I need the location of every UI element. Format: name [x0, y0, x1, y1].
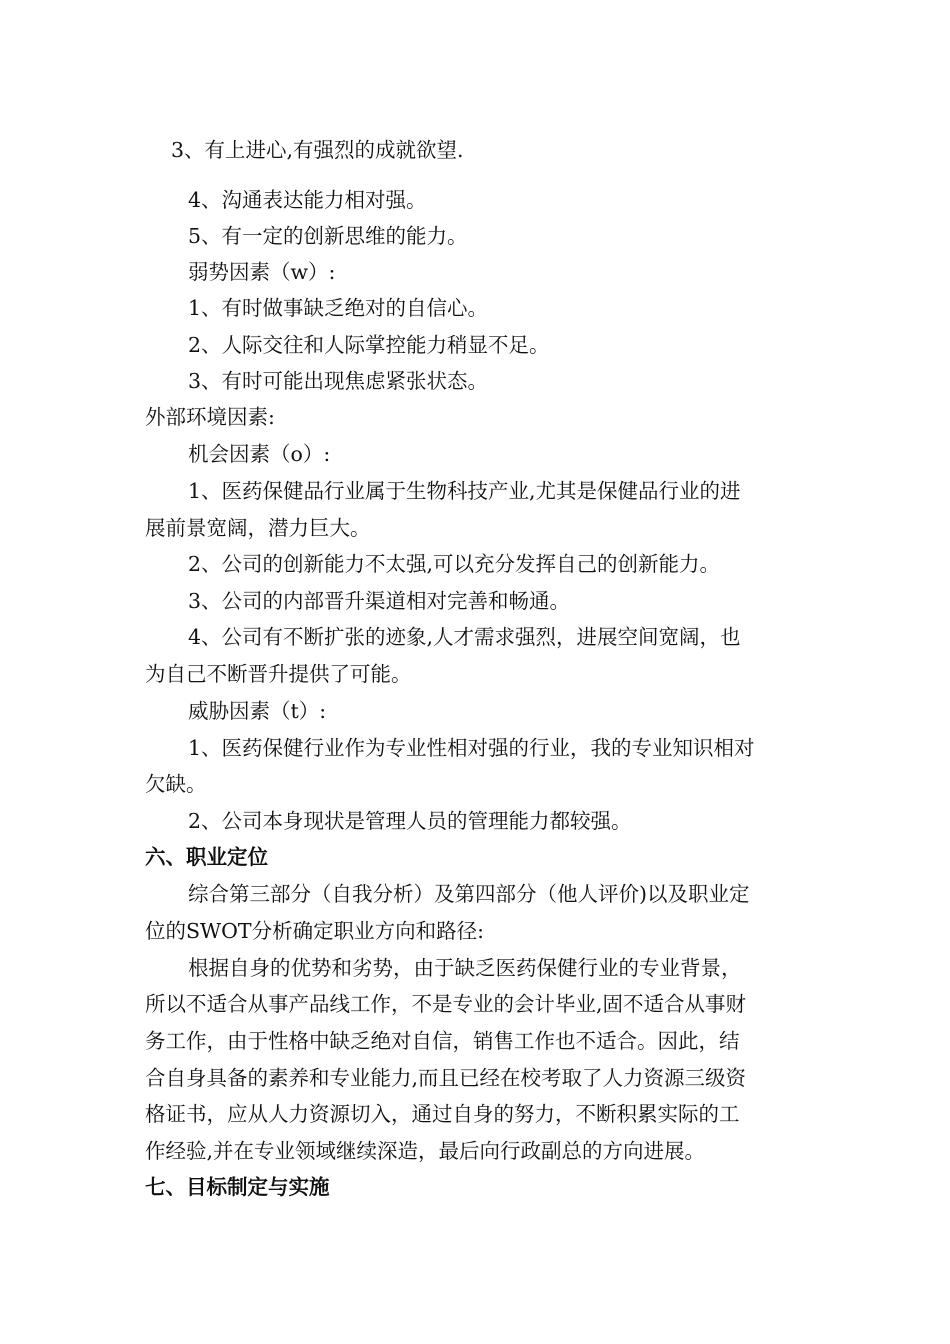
weakness-item-2: 2、人际交往和人际掌控能力稍显不足。	[188, 333, 550, 357]
threat-item-1-cont: 欠缺。	[145, 772, 207, 796]
opportunity-item-4-cont: 为自己不断晋升提供了可能。	[145, 662, 412, 686]
opportunity-item-1: 1、医药保健品行业属于生物科技产业,尤其是保健品行业的进	[188, 479, 741, 503]
opportunity-item-2: 2、公司的创新能力不太强,可以充分发挥自己的创新能力。	[188, 552, 721, 576]
paragraph-line: 作经验,并在专业领域继续深造，最后向行政副总的方向进展。	[145, 1139, 706, 1163]
paragraph-line: 格证书，应从人力资源切入，通过自身的努力，不断积累实际的工	[145, 1102, 740, 1126]
external-factors-heading: 外部环境因素:	[145, 405, 275, 429]
strength-item-5: 5、有一定的创新思维的能力。	[188, 224, 468, 248]
opportunity-item-1-cont: 展前景宽阔，潜力巨大。	[145, 516, 371, 540]
opportunity-heading: 机会因素（o）:	[188, 442, 331, 466]
paragraph-line: 合自身具备的素养和专业能力,而且已经在校考取了人力资源三级资	[145, 1066, 747, 1090]
weakness-item-3: 3、有时可能出现焦虑紧张状态。	[188, 369, 489, 393]
weakness-item-1: 1、有时做事缺乏绝对的自信心。	[188, 296, 489, 320]
paragraph-line: 根据自身的优势和劣势，由于缺乏医药保健行业的专业背景，	[188, 956, 742, 980]
weakness-heading: 弱势因素（w）:	[188, 260, 336, 284]
section-heading-goal-setting: 七、目标制定与实施	[145, 1175, 330, 1199]
paragraph-line: 所以不适合从事产品线工作，不是专业的会计毕业,固不适合从事财	[145, 992, 747, 1016]
threat-item-1: 1、医药保健行业作为专业性相对强的行业，我的专业知识相对	[188, 736, 755, 760]
opportunity-item-4: 4、公司有不断扩张的迹象,人才需求强烈，进展空间宽阔，也	[188, 625, 741, 649]
paragraph-line: 务工作，由于性格中缺乏绝对自信，销售工作也不适合。因此，结	[145, 1029, 740, 1053]
paragraph-line: 位的SWOT分析确定职业方向和路径:	[145, 919, 484, 943]
strength-item-4: 4、沟通表达能力相对强。	[188, 188, 427, 212]
threat-heading: 威胁因素（t）:	[188, 699, 327, 723]
section-heading-career-positioning: 六、职业定位	[145, 845, 268, 869]
threat-item-2: 2、公司本身现状是管理人员的管理能力都较强。	[188, 809, 632, 833]
opportunity-item-3: 3、公司的内部晋升渠道相对完善和畅通。	[188, 589, 571, 613]
paragraph-line: 综合第三部分（自我分析）及第四部分（他人评价)以及职业定	[188, 882, 750, 906]
strength-item-3: 3、有上进心,有强烈的成就欲望.	[171, 138, 464, 162]
